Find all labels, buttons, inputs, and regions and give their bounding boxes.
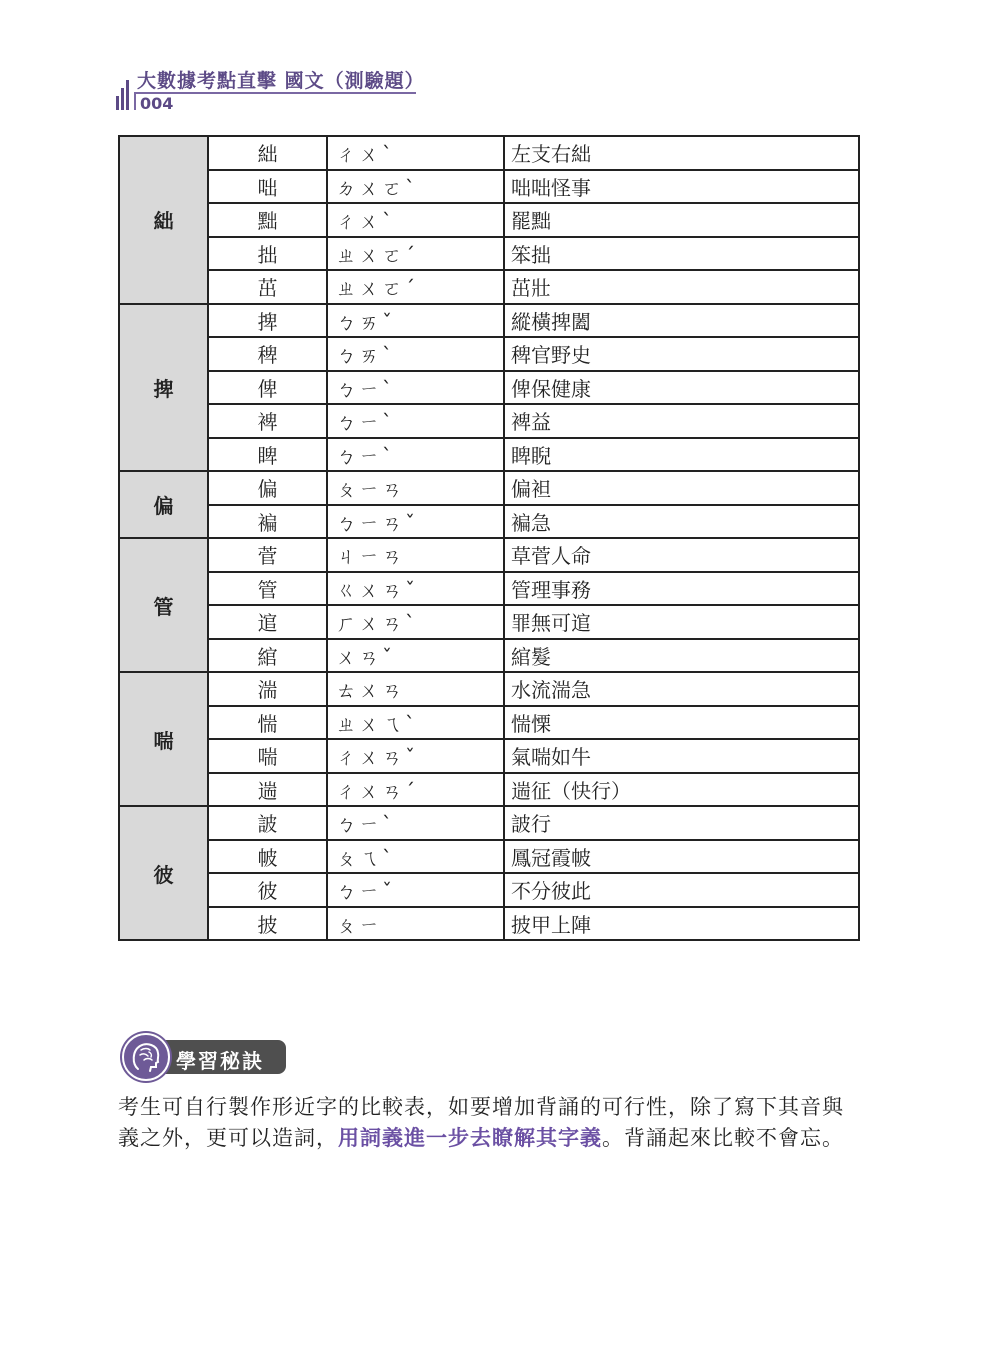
example-cell: 鳳冠霞帔	[504, 840, 859, 874]
example-cell: 罪無可逭	[504, 605, 859, 639]
character-cell: 茁	[208, 270, 327, 304]
example-cell: 笨拙	[504, 237, 859, 271]
character-cell: 彼	[208, 873, 327, 907]
zhuyin-cell: ㄓㄨㄛˊ	[327, 270, 504, 304]
tip-text-end: 。背誦起來比較不會忘。	[602, 1126, 844, 1150]
table-row	[119, 639, 859, 673]
zhuyin-cell: ㄅㄧˇ	[327, 873, 504, 907]
table-row	[119, 304, 859, 338]
example-cell: 管理事務	[504, 572, 859, 606]
zhuyin-cell: ㄨㄢˇ	[327, 639, 504, 673]
zhuyin-cell: ㄓㄨㄛˊ	[327, 237, 504, 271]
character-cell: 黜	[208, 203, 327, 237]
example-cell: 氣喘如牛	[504, 739, 859, 773]
table-row	[119, 270, 859, 304]
example-cell: 裨益	[504, 404, 859, 438]
book-title: 大數據考點直擊 國文（測驗題）	[137, 70, 425, 92]
character-cell: 褊	[208, 505, 327, 539]
character-cell: 湍	[208, 672, 327, 706]
character-cell: 睥	[208, 438, 327, 472]
tip-text-start: 考生可自行製作形近字的比較表，如要增加背誦的可行性，除了寫下其音與義之外，更可以造詞，	[118, 1095, 844, 1150]
table-row	[119, 237, 859, 271]
zhuyin-cell: ㄅㄧˋ	[327, 806, 504, 840]
example-cell: 披甲上陣	[504, 907, 859, 941]
character-cell: 詖	[208, 806, 327, 840]
table-row	[119, 471, 859, 505]
zhuyin-cell: ㄅㄧˋ	[327, 371, 504, 405]
zhuyin-cell: ㄔㄨㄢˊ	[327, 773, 504, 807]
zhuyin-cell: ㄅㄞˋ	[327, 337, 504, 371]
zhuyin-cell: ㄅㄧˋ	[327, 404, 504, 438]
table-row	[119, 337, 859, 371]
table-row	[119, 438, 859, 472]
table-row	[119, 404, 859, 438]
tip-badge	[120, 1031, 290, 1083]
zhuyin-cell: ㄅㄧˋ	[327, 438, 504, 472]
character-cell: 喘	[208, 739, 327, 773]
example-cell: 詖行	[504, 806, 859, 840]
example-cell: 褊急	[504, 505, 859, 539]
character-cell: 稗	[208, 337, 327, 371]
table-row	[119, 203, 859, 237]
group-character-cell: 喘	[119, 672, 208, 806]
example-cell: 惴慄	[504, 706, 859, 740]
example-cell: 茁壯	[504, 270, 859, 304]
example-cell: 左支右絀	[504, 136, 859, 170]
character-cell: 管	[208, 572, 327, 606]
example-cell: 水流湍急	[504, 672, 859, 706]
table-row	[119, 907, 859, 941]
table-row	[119, 806, 859, 840]
zhuyin-cell: ㄆㄟˋ	[327, 840, 504, 874]
zhuyin-cell: ㄔㄨˋ	[327, 203, 504, 237]
example-cell: 睥睨	[504, 438, 859, 472]
table-row	[119, 706, 859, 740]
table-row	[119, 371, 859, 405]
character-cell: 拙	[208, 237, 327, 271]
character-cell: 偏	[208, 471, 327, 505]
character-cell: 咄	[208, 170, 327, 204]
table-body	[119, 136, 859, 940]
zhuyin-cell: ㄓㄨㄟˋ	[327, 706, 504, 740]
zhuyin-cell: ㄉㄨㄛˋ	[327, 170, 504, 204]
zhuyin-cell: ㄊㄨㄢ	[327, 672, 504, 706]
example-cell: 俾保健康	[504, 371, 859, 405]
table-row	[119, 170, 859, 204]
table-row	[119, 505, 859, 539]
group-character-cell: 偏	[119, 471, 208, 538]
character-cell: 惴	[208, 706, 327, 740]
table-row	[119, 739, 859, 773]
zhuyin-cell: ㄔㄨˋ	[327, 136, 504, 170]
character-cell: 菅	[208, 538, 327, 572]
group-character-cell: 捭	[119, 304, 208, 472]
zhuyin-cell: ㄅㄞˇ	[327, 304, 504, 338]
tip-badge-label: 學習秘訣	[176, 1049, 264, 1073]
table-row	[119, 773, 859, 807]
table-row	[119, 538, 859, 572]
example-cell: 草菅人命	[504, 538, 859, 572]
brain-head-icon	[120, 1031, 172, 1083]
zhuyin-cell: ㄆㄧ	[327, 907, 504, 941]
zhuyin-cell: ㄔㄨㄢˇ	[327, 739, 504, 773]
zhuyin-cell: ㄍㄨㄢˇ	[327, 572, 504, 606]
table-row	[119, 572, 859, 606]
character-cell: 披	[208, 907, 327, 941]
table-row	[119, 840, 859, 874]
table-row	[119, 605, 859, 639]
header-rule	[134, 92, 416, 94]
example-cell: 縱橫捭闔	[504, 304, 859, 338]
example-cell: 不分彼此	[504, 873, 859, 907]
table-row	[119, 672, 859, 706]
character-comparison-table	[118, 135, 860, 941]
table-row	[119, 873, 859, 907]
example-cell: 綰髮	[504, 639, 859, 673]
character-cell: 裨	[208, 404, 327, 438]
character-cell: 帔	[208, 840, 327, 874]
page-number: 004	[140, 94, 174, 113]
example-cell: 遄征（快行）	[504, 773, 859, 807]
table-row	[119, 136, 859, 170]
example-cell: 咄咄怪事	[504, 170, 859, 204]
group-character-cell: 絀	[119, 136, 208, 304]
character-cell: 絀	[208, 136, 327, 170]
example-cell: 罷黜	[504, 203, 859, 237]
header-divider	[134, 92, 136, 110]
example-cell: 偏袒	[504, 471, 859, 505]
tip-text-emphasis: 用詞義進一步去瞭解其字義	[338, 1126, 602, 1150]
character-cell: 綰	[208, 639, 327, 673]
zhuyin-cell: ㄐㄧㄢ	[327, 538, 504, 572]
character-cell: 捭	[208, 304, 327, 338]
group-character-cell: 彼	[119, 806, 208, 940]
header-bars-icon	[116, 74, 132, 110]
example-cell: 稗官野史	[504, 337, 859, 371]
zhuyin-cell: ㄅㄧㄢˇ	[327, 505, 504, 539]
character-cell: 俾	[208, 371, 327, 405]
zhuyin-cell: ㄆㄧㄢ	[327, 471, 504, 505]
tip-paragraph	[118, 1092, 862, 1154]
zhuyin-cell: ㄏㄨㄢˋ	[327, 605, 504, 639]
character-cell: 遄	[208, 773, 327, 807]
group-character-cell: 管	[119, 538, 208, 672]
character-cell: 逭	[208, 605, 327, 639]
